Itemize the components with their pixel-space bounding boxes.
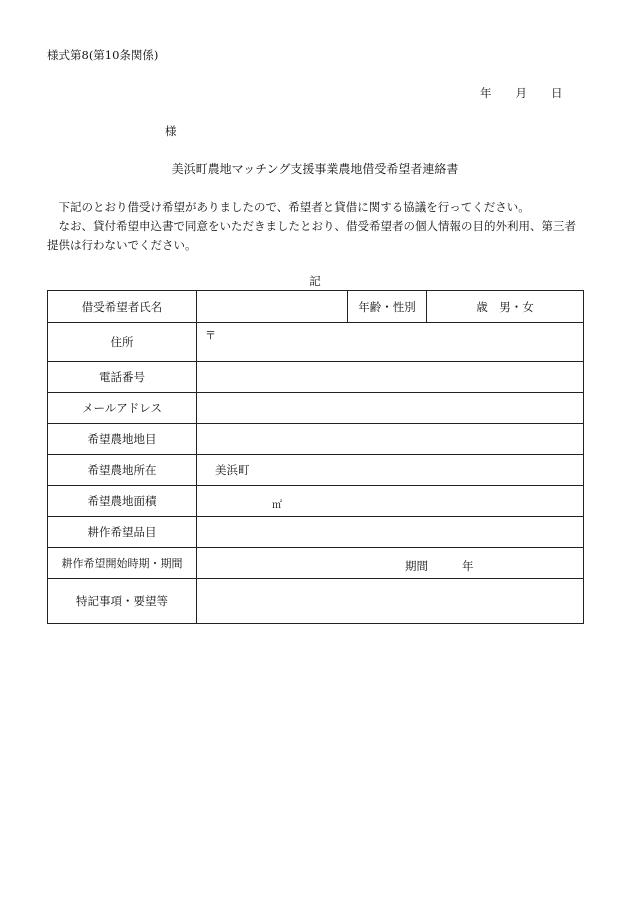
date-month: 月 [515,86,527,100]
table-row [48,323,584,362]
table-row [48,548,584,579]
body-paragraph-2: なお、貸付希望申込書で同意をいただきましたとおり、借受希望者の個人情報の目的外利用、第三者提供は行わないでください。 [47,219,576,252]
land-type-label: 希望農地地目 [48,424,197,455]
postal-mark: 〒 [205,329,216,342]
address-label: 住所 [48,323,197,362]
phone-field[interactable] [197,362,584,393]
table-row [48,393,584,424]
phone-label: 電話番号 [48,362,197,393]
age-gender-label: 年齢・性別 [348,291,427,323]
date-day: 日 [551,86,563,100]
table-row [48,486,584,517]
address-field[interactable] [197,323,584,362]
remarks-label: 特記事項・要望等 [48,579,197,624]
name-label: 借受希望者氏名 [48,291,197,323]
body-text [47,198,587,255]
email-field[interactable] [197,393,584,424]
name-field[interactable] [197,291,348,323]
start-label: 耕作希望開始時期・期間 [48,548,197,579]
ki-heading: 記 [309,274,321,288]
date-line [480,88,563,100]
start-field[interactable] [197,548,584,579]
document-title: 美浜町農地マッチング支援事業農地借受希望者連絡書 [171,162,459,176]
body-paragraph-1: 下記のとおり借受け希望がありましたので、希望者と貸借に関する協議を行ってください。 [58,200,530,214]
table-row [48,291,584,323]
date-year: 年 [480,86,492,100]
table-row [48,455,584,486]
period-label: 期間 [405,559,428,573]
location-field[interactable]: 美浜町 [197,455,584,486]
location-label: 希望農地所在 [48,455,197,486]
addressee-suffix: 様 [165,124,177,138]
year-label: 年 [462,559,474,573]
crop-label: 耕作希望品目 [48,517,197,548]
age-gender-field[interactable]: 歳 男・女 [427,291,584,323]
table-row [48,362,584,393]
table-row [48,517,584,548]
area-field[interactable] [197,486,584,517]
area-unit: ㎡ [272,500,282,511]
land-type-field[interactable] [197,424,584,455]
remarks-field[interactable] [197,579,584,624]
email-label: メールアドレス [48,393,197,424]
area-label: 希望農地面積 [48,486,197,517]
form-number-label: 様式第8(第10条関係) [47,48,159,62]
crop-field[interactable] [197,517,584,548]
table-row [48,424,584,455]
table-row [48,579,584,624]
applicant-info-table [47,290,584,624]
